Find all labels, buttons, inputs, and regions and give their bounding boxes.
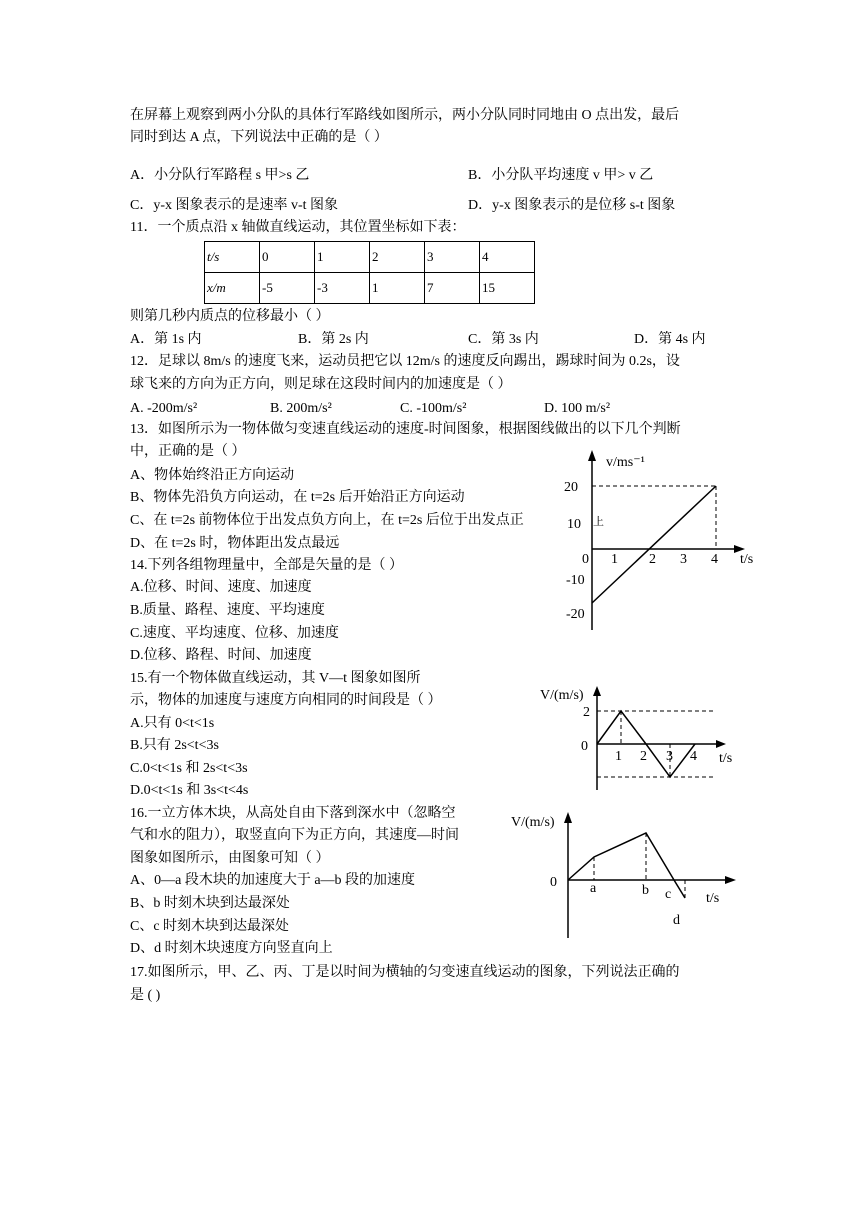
q15-option-b: B.只有 2s<t<3s bbox=[130, 738, 219, 753]
q15-option-a: A.只有 0<t<1s bbox=[130, 716, 215, 731]
table-cell: 2 bbox=[370, 242, 425, 273]
q11-option-d: D．第 4s 内 bbox=[634, 332, 706, 347]
q16-stem-line3: 图象如图所示，由图象可知（ ） bbox=[130, 851, 330, 866]
q14-option-d: D.位移、路程、时间、加速度 bbox=[130, 648, 312, 663]
q16-y-arrow-icon bbox=[564, 812, 572, 823]
q15-y-axis-label: V/(m/s) bbox=[540, 688, 584, 703]
q15-x-axis-label: t/s bbox=[719, 751, 733, 766]
q14-option-c: C.速度、平均速度、位移、加速度 bbox=[130, 626, 339, 641]
q16-x-axis-label: t/s bbox=[706, 891, 720, 906]
q16-stem-line1: 16.一立方体木块，从高处自由下落到深水中（忽略空 bbox=[130, 806, 456, 821]
table-cell: 0 bbox=[260, 242, 315, 273]
table-cell: 15 bbox=[480, 273, 535, 304]
q15-tick-label: 2 bbox=[640, 749, 647, 764]
q12-option-d: D. 100 m/s² bbox=[544, 401, 611, 416]
q15-tick-label: 2 bbox=[583, 705, 590, 720]
q16-mark-b: b bbox=[642, 883, 649, 898]
q14-option-b: B.质量、路程、速度、平均速度 bbox=[130, 603, 325, 618]
q16-mark-c: c bbox=[665, 887, 672, 902]
q12-option-a: A. -200m/s² bbox=[130, 401, 198, 416]
q12-stem-line2: 球飞来的方向为正方向，则足球在这段时间内的加速度是（ ） bbox=[130, 377, 512, 392]
table-cell: 1 bbox=[370, 273, 425, 304]
q17-stem-line2: 是 ( ) bbox=[130, 988, 161, 1003]
q13-tick-label: 2 bbox=[649, 552, 656, 567]
q14-option-a: A.位移、时间、速度、加速度 bbox=[130, 580, 312, 595]
q10-option-a: A．小分队行军路程 s 甲>s 乙 bbox=[130, 168, 310, 183]
q13-x-axis-label: t/s bbox=[740, 552, 754, 567]
q15-origin-label: 0 bbox=[581, 739, 588, 754]
q10-stem-line2: 同时到达 A 点，下列说法中正确的是（ ） bbox=[130, 130, 388, 145]
q12-option-b: B. 200m/s² bbox=[270, 401, 332, 416]
q16-x-arrow-icon bbox=[725, 876, 736, 884]
q10-option-b: B．小分队平均速度 v 甲> v 乙 bbox=[468, 168, 654, 183]
table-cell: 1 bbox=[315, 242, 370, 273]
q13-tick-label: 4 bbox=[711, 552, 718, 567]
q13-origin-label: 0 bbox=[582, 552, 589, 567]
q12-option-c: C. -100m/s² bbox=[400, 401, 467, 416]
q15-tick-label: 4 bbox=[690, 749, 697, 764]
q13-stray-mark: 上 bbox=[593, 516, 604, 528]
q10-option-c: C．y-x 图象表示的是速率 v-t 图象 bbox=[130, 198, 339, 213]
q13-y-axis-label: v/ms⁻¹ bbox=[606, 455, 645, 470]
table-header-x: x/m bbox=[205, 273, 260, 304]
q13-option-d: D、在 t=2s 时，物体距出发点最远 bbox=[130, 536, 340, 551]
q16-stem-line2: 气和水的阻力），取竖直向下为正方向，其速度—时间 bbox=[130, 828, 459, 843]
q16-mark-a: a bbox=[590, 881, 597, 896]
q16-option-d: D、d 时刻木块速度方向竖直向上 bbox=[130, 941, 333, 956]
q16-mark-d: d bbox=[673, 913, 680, 928]
q13-tick-label: -20 bbox=[566, 607, 585, 622]
q13-option-a: A、物体始终沿正方向运动 bbox=[130, 468, 295, 483]
q15-tick-label: 1 bbox=[615, 749, 622, 764]
q16-origin-label: 0 bbox=[550, 875, 557, 890]
q16-option-a: A、0—a 段木块的加速度大于 a—b 段的加速度 bbox=[130, 873, 416, 888]
q15-stem-line2: 示，物体的加速度与速度方向相同的时间段是（ ） bbox=[130, 693, 442, 708]
table-cell: -3 bbox=[315, 273, 370, 304]
table-header-t: t/s bbox=[205, 242, 260, 273]
q11-stem: 11．一个质点沿 x 轴做直线运动，其位置坐标如下表： bbox=[130, 220, 466, 235]
table-cell: 7 bbox=[425, 273, 480, 304]
q13-stem-line2: 中，正确的是（ ） bbox=[130, 444, 246, 459]
table-cell: -5 bbox=[260, 273, 315, 304]
q11-option-a: A．第 1s 内 bbox=[130, 332, 202, 347]
q13-option-c: C、在 t=2s 前物体位于出发点负方向上，在 t=2s 后位于出发点正 bbox=[130, 513, 524, 528]
q13-tick-label: 3 bbox=[680, 552, 687, 567]
q10-stem-line1: 在屏幕上观察到两小分队的具体行军路线如图所示，两小分队同时同地由 O 点出发，最后 bbox=[130, 108, 680, 123]
q14-stem: 14.下列各组物理量中，全部是矢量的是（ ） bbox=[130, 558, 403, 573]
table-cell: 3 bbox=[425, 242, 480, 273]
q11-option-c: C．第 3s 内 bbox=[468, 332, 539, 347]
q13-tick-label: 1 bbox=[611, 552, 618, 567]
q15-stem-line1: 15.有一个物体做直线运动，其 V—t 图象如图所 bbox=[130, 671, 421, 686]
q17-stem-line1: 17.如图所示，甲、乙、丙、丁是以时间为横轴的匀变速直线运动的图象，下列说法正确的 bbox=[130, 965, 680, 980]
q16-y-axis-label: V/(m/s) bbox=[511, 815, 555, 830]
q15-option-c: C.0<t<1s 和 2s<t<3s bbox=[130, 761, 248, 776]
q13-tick-label: -10 bbox=[566, 573, 585, 588]
q13-tick-label: 10 bbox=[567, 517, 581, 532]
q13-tick-label: 20 bbox=[564, 480, 578, 495]
q15-option-d: D.0<t<1s 和 3s<t<4s bbox=[130, 783, 249, 798]
q13-stem-line1: 13．如图所示为一物体做匀变速直线运动的速度-时间图象，根据图线做出的以下几个判断 bbox=[130, 422, 681, 437]
q11-ask: 则第几秒内质点的位移最小（ ） bbox=[130, 309, 330, 324]
q13-option-b: B、物体先沿负方向运动，在 t=2s 后开始沿正方向运动 bbox=[130, 490, 465, 505]
table-cell: 4 bbox=[480, 242, 535, 273]
q11-option-b: B．第 2s 内 bbox=[298, 332, 369, 347]
q16-option-c: C、c 时刻木块到达最深处 bbox=[130, 919, 290, 934]
q10-option-d: D．y-x 图象表示的是位移 s-t 图象 bbox=[468, 198, 676, 213]
q16-option-b: B、b 时刻木块到达最深处 bbox=[130, 896, 290, 911]
q12-stem-line1: 12．足球以 8m/s 的速度飞来，运动员把它以 12m/s 的速度反向踢出，踢球时间为 0.2s，设 bbox=[130, 354, 680, 369]
q15-tick-label: 3 bbox=[666, 749, 673, 764]
